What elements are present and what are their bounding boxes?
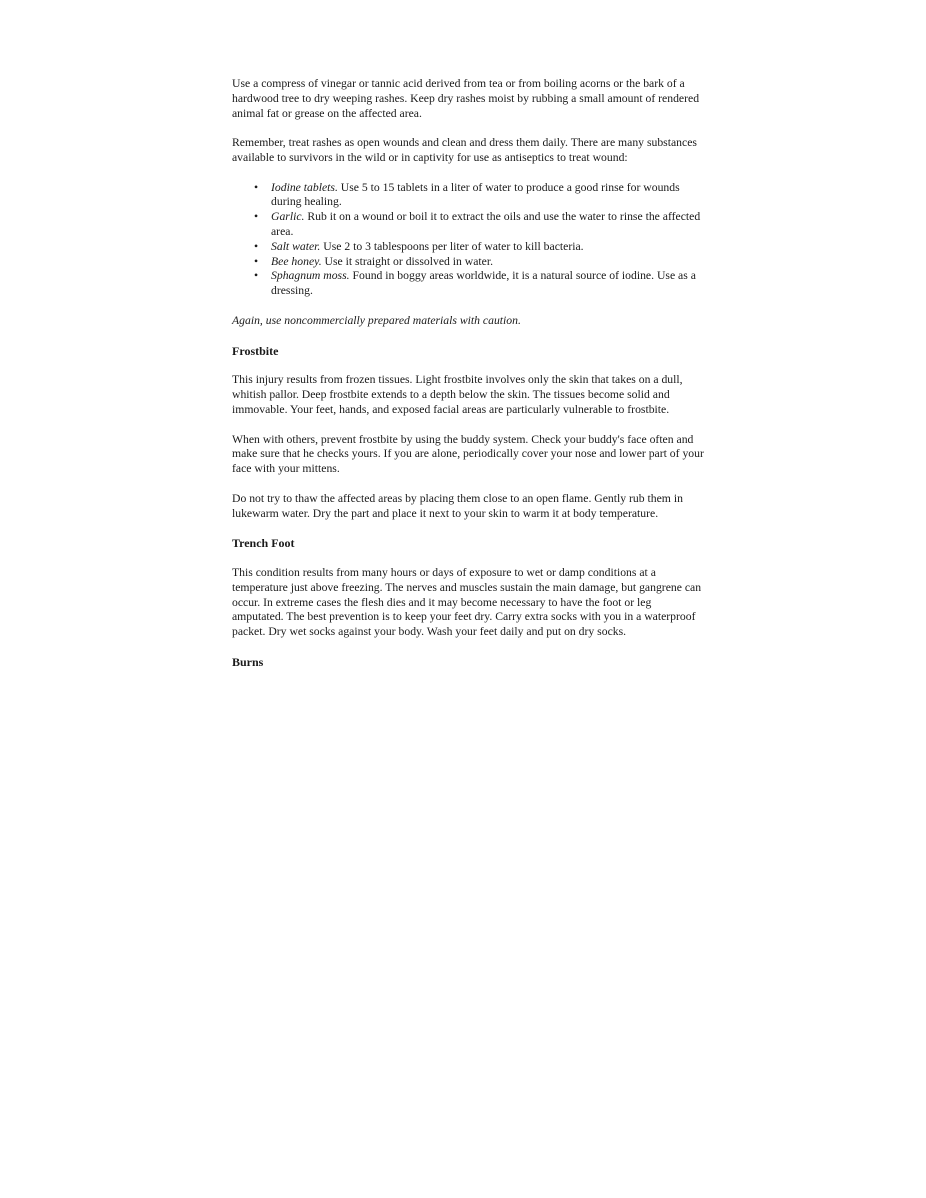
frostbite-heading: Frostbite [232,343,279,358]
list-item-term: Garlic. [271,210,305,224]
bullet-icon: • [254,269,259,283]
bullet-icon: • [254,180,259,194]
antiseptics-intro-paragraph: Remember, treat rashes as open wounds and clean and dress them daily. There are many substances available to survivors in the wild or in captivity for use as antiseptics to treat wound: [232,136,697,164]
list-item [232,240,704,255]
caution-note: Again, use noncommercially prepared materials with caution. [232,313,521,327]
list-item-text: Use it straight or dissolved in water. [321,254,494,268]
list-item-term: Iodine tablets. [271,180,338,194]
list-item-term: Sphagnum moss. [271,269,350,283]
frostbite-paragraph: When with others, prevent frostbite by using the buddy system. Check your buddy's face often and make sure that he checks yours. If you are alone, periodically cover your nose and lower part of your face with your mittens. [232,432,704,476]
list-item-text: Use 2 to 3 tablespoons per liter of water to kill bacteria. [320,239,584,253]
list-item [232,255,704,270]
frostbite-paragraph: Do not try to thaw the affected areas by placing them close to an open flame. Gently rub them in lukewarm water. Dry the part and place it next to your skin to warm it at body temperature. [232,491,683,520]
rash-treatment-paragraph: Use a compress of vinegar or tannic acid derived from tea or from boiling acorns or the bark of a hardwood tree to dry weeping rashes. Keep dry rashes moist by rubbing a small amount of rendered animal fat or grease on the affected area. [232,77,700,120]
list-item-text: Rub it on a wound or boil it to extract the oils and use the water to rinse the affected area. [271,210,701,238]
frostbite-paragraph: This injury results from frozen tissues. Light frostbite involves only the skin that takes on a dull, whitish pallor. Deep frostbite extends to a depth below the skin. The tissues become solid and immovable. Your feet, hands, and exposed facial areas are particularly vulnerable to frostbite. [232,373,683,416]
bullet-icon: • [254,239,259,253]
trench-foot-heading: Trench Foot [232,536,295,551]
list-item-term: Salt water. [271,239,321,253]
trench-foot-paragraph: This condition results from many hours or days of exposure to wet or damp conditions at a temperature just above freezing. The nerves and muscles sustain the main damage, but gangrene can occur. In extreme cases the flesh dies and it may become necessary to have the foot or leg amputated. The best prevention is to keep your feet dry. Carry extra socks with you in a waterproof packet. Dry wet socks against your body. Wash your feet daily and put on dry socks. [232,565,702,639]
list-item-text: Use 5 to 15 tablets in a liter of water to produce a good rinse for wounds during healing. [271,180,680,209]
burns-heading: Burns [232,654,264,669]
list-item [232,210,704,240]
antiseptics-list [232,166,704,299]
document-page [232,77,704,684]
list-item-term: Bee honey. [271,254,322,268]
bullet-icon: • [254,254,259,268]
list-item [232,181,704,211]
list-item-text: Found in boggy areas worldwide, it is a natural source of iodine. Use as a dressing. [271,269,696,298]
bullet-icon: • [254,210,259,224]
list-item [232,269,704,299]
